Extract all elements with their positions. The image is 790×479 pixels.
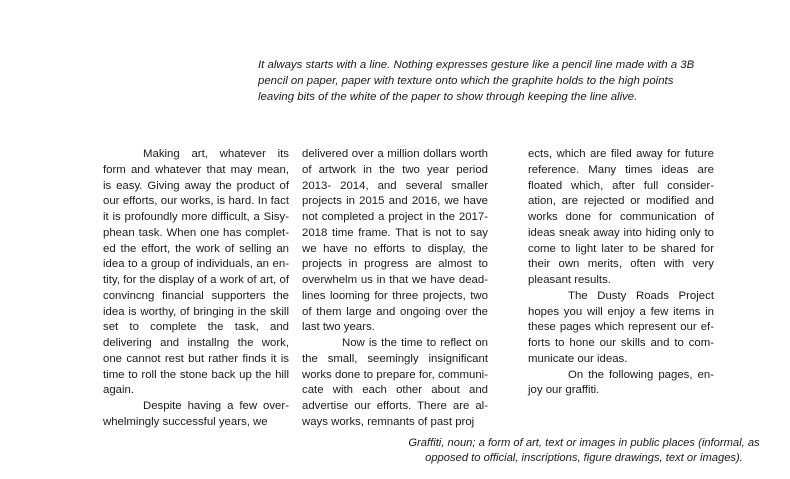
text-column-1 — [103, 147, 289, 431]
epigraph-quote: It always starts with a line. Nothing expresses gesture like a pencil line made with a 3B pencil on paper, paper with texture onto which the graphite holds to the high points leaving bits of the white of the paper to show through keeping the line alive. — [258, 59, 695, 103]
paragraph-despite: Despite having a few overwhelmingly successful years, we — [103, 400, 289, 428]
paragraph-ects: ects, which are filed away for future reference. Many times ideas are floated which, after full consideration, are rejected or modified and works done for communication of ideas sneak away into hiding only to come to light later to be shared for their own merits, often with very pleasant results. — [528, 148, 714, 286]
paragraph-delivered: delivered over a million dollars worth of artwork in the two year period 2013- 2014, and several smaller projects in 2015 and 2016, we have not completed a project in the 2017-2018 time frame. That is not to say we have no efforts to display, the projects in progress are almost to overwhelm us in that we have deadlines looming for three projects, two of them large and ongoing over the last two years. — [302, 148, 488, 334]
paragraph-making-art: Making art, whatever its form and whatever that may mean, is easy. Giving away the product of our efforts, our works, is hard. In fact it is profoundly more difficult, a Sisyphean task. When one has completed the effort, the work of selling an idea to a group of individuals, an entity, for the display of a work of art, of convincng financial supporters the idea is worthy, of bringing in the skill set to complete the task, and delivering and installng the work, one cannot rest but rather finds it is time to roll the stone back up the hill again. — [103, 148, 289, 397]
paragraph-dusty-roads: The Dusty Roads Project hopes you will enjoy a few items in these pages which represent our efforts to hone our skills and to communicate our ideas. — [528, 289, 714, 365]
paragraph-following-pages: On the following pages, enjoy our graffiti. — [528, 368, 714, 397]
paragraph-now-is-the-time: Now is the time to reflect on the small, seemingly insignificant works done to prepare for, communicate with each other about and advertise our efforts. There are always works, remnants of past proj — [302, 337, 488, 428]
text-column-3 — [528, 147, 714, 399]
text-column-2 — [302, 147, 488, 431]
graffiti-definition: Graffiti, noun; a form of art, text or images in public places (informal, as opposed to official, inscriptions, figure drawings, text or images). — [408, 437, 760, 465]
